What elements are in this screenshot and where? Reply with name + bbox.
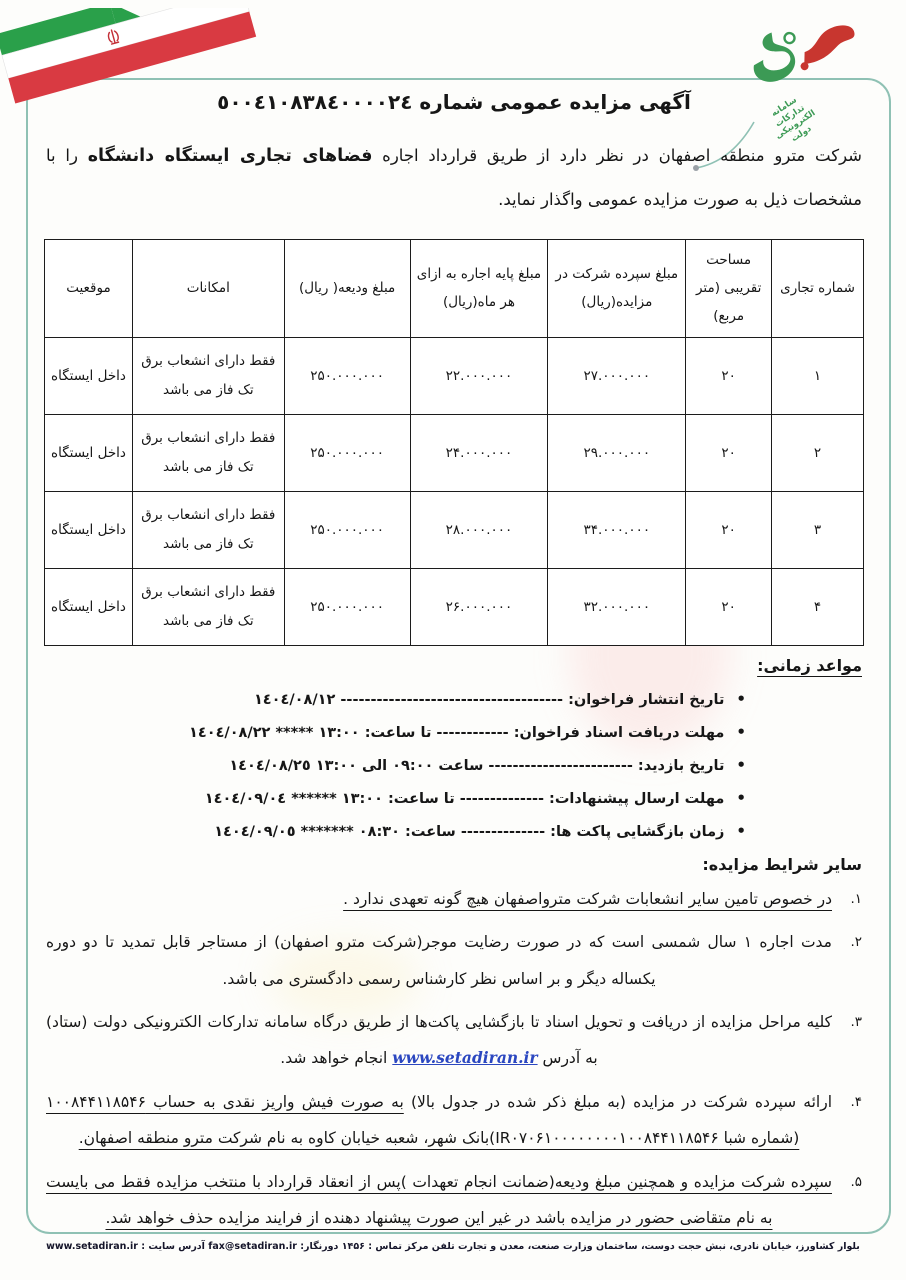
condition-item bbox=[46, 1084, 862, 1157]
column-header: مبلغ ودیعه( ریال) bbox=[284, 239, 410, 337]
intro-post: را با مشخصات ذیل به صورت مزایده عمومی واگذار نماید. bbox=[46, 146, 862, 209]
schedule-item-value: ------------------------ ساعت ٠٩:٠٠ الی ١٣:٠٠ ١٤٠٤/٠٨/٢٥ bbox=[229, 757, 633, 774]
schedule-heading: مواعد زمانی: bbox=[757, 655, 862, 675]
intro-bold-subject: فضاهای تجاری ایستگاه دانشگاه bbox=[87, 146, 373, 166]
table-header-row bbox=[45, 239, 864, 337]
table-cell: ۲۲.۰۰۰.۰۰۰ bbox=[410, 337, 548, 414]
schedule-item-label: مهلت ارسال پیشنهادات: bbox=[544, 790, 725, 807]
table-cell: ۲۶.۰۰۰.۰۰۰ bbox=[410, 568, 548, 645]
schedule-item-label: تاریخ انتشار فراخوان: bbox=[563, 691, 725, 708]
table-cell: ۲۵۰.۰۰۰.۰۰۰ bbox=[284, 414, 410, 491]
column-header: موقعیت bbox=[45, 239, 133, 337]
table-cell: ۲۴.۰۰۰.۰۰۰ bbox=[410, 414, 548, 491]
condition-number: ۵. bbox=[850, 1173, 862, 1190]
condition-underlined-text: در خصوص تامین سایر انشعابات شرکت مترواصفهان هیچ گونه تعهدی ندارد . bbox=[343, 889, 832, 908]
condition-item bbox=[46, 1004, 862, 1077]
table-cell: ۱ bbox=[772, 337, 864, 414]
table-cell: ۲۵۰.۰۰۰.۰۰۰ bbox=[284, 568, 410, 645]
condition-plain-text: کلیه مراحل مزایده از دریافت و تحویل اسناد تا بازگشایی پاکت‌ها از طریق درگاه سامانه تدارکات الکترونیکی دولت (ستاد) به آدرس bbox=[46, 1012, 832, 1068]
table-cell: ۲۰ bbox=[686, 414, 772, 491]
column-header: مساحت تقریبی (متر مربع) bbox=[686, 239, 772, 337]
table-cell: فقط دارای انشعاب برق تک فاز می باشد bbox=[132, 491, 284, 568]
setad-logo-caption: سامانه تدارکات الکترونیکی دولت bbox=[769, 95, 818, 145]
condition-text bbox=[46, 1004, 832, 1077]
condition-number: ۲. bbox=[850, 934, 862, 951]
condition-number: ۳. bbox=[850, 1013, 862, 1030]
condition-number: ۴. bbox=[850, 1093, 862, 1110]
schedule-item bbox=[44, 789, 746, 807]
table-cell: ۳ bbox=[772, 491, 864, 568]
condition-text bbox=[46, 881, 832, 917]
page-title: آگهی مزایده عمومی شماره ٥٠٠٤١٠٨٣٨٤٠٠٠٠٢٤ bbox=[217, 90, 691, 114]
table-cell: داخل ایستگاه bbox=[45, 568, 133, 645]
table-cell: ۲۸.۰۰۰.۰۰۰ bbox=[410, 491, 548, 568]
condition-item bbox=[46, 1164, 862, 1237]
table-row bbox=[45, 337, 864, 414]
table-cell: ۲۰ bbox=[686, 491, 772, 568]
setadiran-link[interactable]: www.setadiran.ir bbox=[392, 1048, 538, 1068]
schedule-item bbox=[44, 690, 746, 708]
schedule-list bbox=[44, 690, 864, 840]
condition-plain-text: مدت اجاره ۱ سال شمسی است که در صورت رضایت موجر(شرکت مترو اصفهان) از مستاجر قابل تمدید تا دو دوره یکساله دیگر و بر اساس نظر کارشناس رسمی دادگستری می باشد. bbox=[46, 933, 832, 988]
schedule-item-value: ------------------------------------- ١٤٠٤/٠٨/١٢ bbox=[253, 691, 564, 708]
condition-item bbox=[46, 924, 862, 997]
table-cell: ۳۲.۰۰۰.۰۰۰ bbox=[548, 568, 686, 645]
schedule-item-value: -------------- تا ساعت: ١٣:٠٠ ****** ١٤٠٤/٠٩/٠٤ bbox=[204, 790, 544, 807]
table-cell: داخل ایستگاه bbox=[45, 337, 133, 414]
condition-text bbox=[46, 1164, 832, 1237]
table-cell: داخل ایستگاه bbox=[45, 414, 133, 491]
schedule-item-label: مهلت دریافت اسناد فراخوان: bbox=[508, 724, 725, 741]
condition-underlined-text: به صورت فیش واریز نقدی به حساب ۱۰۰۸۴۴۱۱۸۵۴۶ (شماره شبا IR۰۷۰۶۱۰۰۰۰۰۰۰۰۱۰۰۸۴۴۱۱۸۵۴۶)بانک شهر، شعبه خیابان کاوه به نام شرکت مترو منطقه اصفهان. bbox=[46, 1092, 800, 1148]
table-cell: ۲۵۰.۰۰۰.۰۰۰ bbox=[284, 337, 410, 414]
table-cell: ۲۷.۰۰۰.۰۰۰ bbox=[548, 337, 686, 414]
column-header: شماره تجاری bbox=[772, 239, 864, 337]
condition-underlined-text: سپرده شرکت مزایده و همچنین مبلغ ودیعه(ضمانت انجام تعهدات )پس از انعقاد قرارداد با منتخب مزایده فقط می بایست به نام متقاضی حضور در مزایده باشد در غیر این صورت پیشنهاد دهنده از فرایند مزایده حذف خواهد شد. bbox=[46, 1172, 832, 1228]
schedule-item-label: تاریخ بازدید: bbox=[632, 757, 725, 774]
table-cell: ۴ bbox=[772, 568, 864, 645]
schedule-item-value: ------------ تا ساعت: ١٣:٠٠ ***** ١٤٠٤/٠٨/٢٢ bbox=[189, 724, 509, 741]
table-cell: ۲ bbox=[772, 414, 864, 491]
table-cell: ۲۹.۰۰۰.۰۰۰ bbox=[548, 414, 686, 491]
lots-table bbox=[44, 239, 864, 646]
table-cell: فقط دارای انشعاب برق تک فاز می باشد bbox=[132, 414, 284, 491]
condition-plain-text: ارائه سپرده شرکت در مزایده (به مبلغ ذکر شده در جدول بالا) bbox=[403, 1092, 833, 1111]
table-cell: ۲۰ bbox=[686, 568, 772, 645]
conditions-heading: سایر شرایط مزایده: bbox=[702, 854, 862, 874]
table-row bbox=[45, 414, 864, 491]
condition-text bbox=[46, 1084, 832, 1157]
table-cell: ۲۰ bbox=[686, 337, 772, 414]
schedule-item bbox=[44, 756, 746, 774]
table-cell: ۲۵۰.۰۰۰.۰۰۰ bbox=[284, 491, 410, 568]
condition-plain-text: انجام خواهد شد. bbox=[280, 1049, 393, 1068]
column-header: مبلغ پایه اجاره به ازای هر ماه(ریال) bbox=[410, 239, 548, 337]
footer-address: بلوار کشاورز، خیابان نادری، نبش حجت دوست، ساختمان وزارت صنعت، معدن و تجارت تلفن مرکز تماس : ۱۴۵۶ دورنگار: fax@setadiran.ir آدرس سایت : www.setadiran.ir bbox=[30, 1239, 876, 1254]
intro-paragraph bbox=[46, 134, 862, 221]
schedule-item-label: زمان بازگشایی پاکت ها: bbox=[545, 823, 725, 840]
table-row bbox=[45, 568, 864, 645]
column-header: امکانات bbox=[132, 239, 284, 337]
conditions-list bbox=[44, 881, 864, 1237]
table-row bbox=[45, 491, 864, 568]
column-header: مبلغ سپرده شرکت در مزایده(ریال) bbox=[548, 239, 686, 337]
table-cell: ۳۴.۰۰۰.۰۰۰ bbox=[548, 491, 686, 568]
table-cell: فقط دارای انشعاب برق تک فاز می باشد bbox=[132, 337, 284, 414]
schedule-item-value: -------------- ساعت: ٠٨:٣٠ ******* ١٤٠٤/٠٩/٠٥ bbox=[214, 823, 546, 840]
intro-pre: شرکت مترو منطقه اصفهان در نظر دارد از طریق قرارداد اجاره bbox=[372, 146, 862, 165]
schedule-item bbox=[44, 723, 746, 741]
condition-text bbox=[46, 924, 832, 997]
condition-item bbox=[46, 881, 862, 917]
table-cell: داخل ایستگاه bbox=[45, 491, 133, 568]
table-cell: فقط دارای انشعاب برق تک فاز می باشد bbox=[132, 568, 284, 645]
condition-number: ۱. bbox=[850, 890, 862, 907]
schedule-item bbox=[44, 822, 746, 840]
